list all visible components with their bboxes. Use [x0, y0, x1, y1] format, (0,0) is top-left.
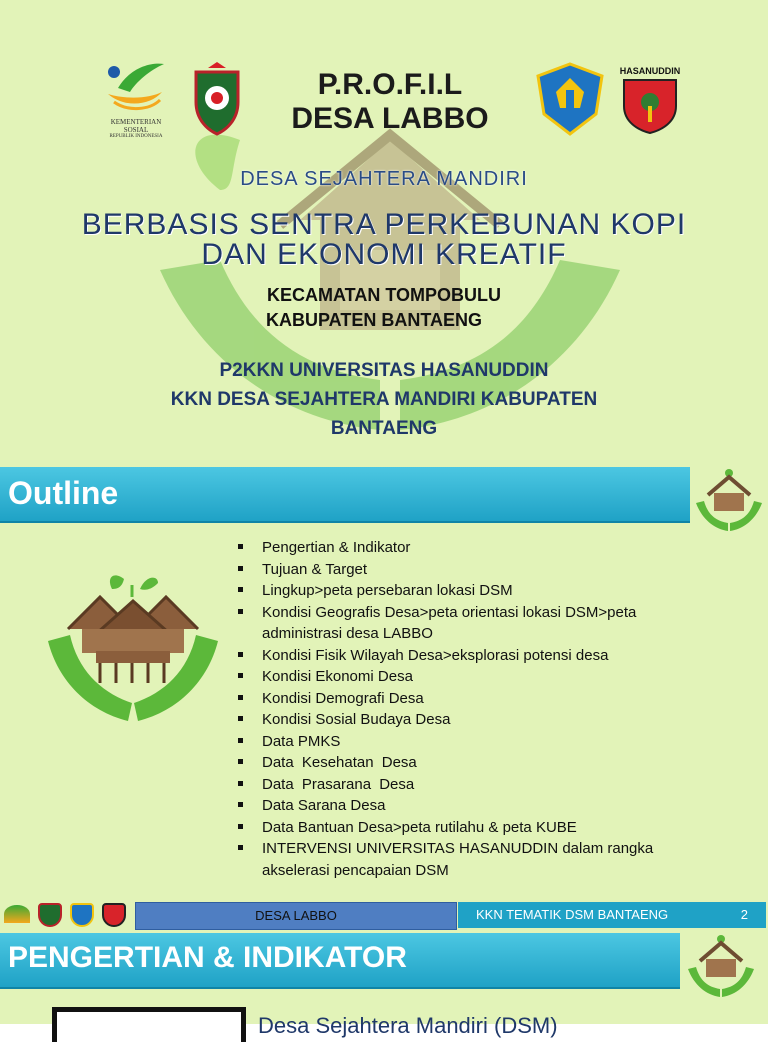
unhas-icon: [38, 903, 62, 927]
hasanuddin-logo: HASANUDDIN: [618, 66, 682, 136]
slide-title: [0, 0, 768, 466]
organizer: P2KKN UNIVERSITAS HASANUDDIN KKN DESA SEJAHTERA MANDIRI KABUPATEN BANTAENG: [170, 360, 598, 439]
bantaeng-logo: [536, 62, 604, 136]
footer-logos: [2, 901, 130, 929]
partial-heading: Desa Sejahtera Mandiri (DSM): [258, 1013, 558, 1038]
desa-logo-small: [686, 933, 756, 999]
list-item: Kondisi Demografi Desa: [238, 688, 758, 710]
profile-title: P.R.O.F.I.L DESA LABBO: [291, 68, 489, 135]
list-item: Kondisi Sosial Budaya Desa: [238, 709, 758, 731]
slide-title-bar: [0, 467, 690, 523]
list-item: Kondisi Geografis Desa>peta orientasi lokasi DSM>peta administrasi desa LABBO: [238, 602, 642, 645]
tagline: DESA SEJAHTERA MANDIRI: [240, 168, 528, 190]
desa-logo-small: [694, 467, 764, 533]
slide-footer: [0, 899, 768, 931]
kemensos-icon: [4, 905, 30, 923]
list-item: Pengertian & Indikator: [238, 537, 758, 559]
kemensos-logo: KEMENTERIAN SOSIAL REPUBLIK INDONESIA: [100, 58, 172, 138]
list-item: Data Sarana Desa: [238, 795, 758, 817]
list-item: Kondisi Fisik Wilayah Desa>eksplorasi potensi desa: [238, 645, 758, 667]
outline-list: [238, 537, 758, 881]
list-item: Data Prasarana Desa: [238, 774, 758, 796]
list-item: Lingkup>peta persebaran lokasi DSM: [238, 580, 758, 602]
location: KECAMATAN TOMPOBULU KABUPATEN BANTAENG: [266, 285, 501, 330]
desa-logo-large: [48, 571, 218, 723]
bantaeng-icon: [70, 903, 94, 927]
slide-outline: [0, 465, 768, 931]
footer-right-label: KKN TEMATIK DSM BANTAENG 2: [458, 902, 766, 928]
hasanuddin-icon: [102, 903, 126, 927]
slide-title-bar: [0, 933, 680, 989]
list-item: INTERVENSI UNIVERSITAS HASANUDDIN dalam rangka akselerasi pencapaian DSM: [238, 838, 702, 881]
list-item: Data PMKS: [238, 731, 758, 753]
list-item: Tujuan & Target: [238, 559, 758, 581]
footer-left-label: DESA LABBO: [135, 902, 457, 930]
slide-pengertian: [0, 931, 768, 1038]
page-number: 2: [740, 907, 748, 922]
list-item: Kondisi Ekonomi Desa: [238, 666, 758, 688]
slide-title: Outline: [8, 475, 119, 511]
subtitle: BERBASIS SENTRA PERKEBUNAN KOPI DAN EKONOMI KREATIF: [81, 208, 687, 271]
slide-title: PENGERTIAN & INDIKATOR: [8, 941, 407, 974]
list-item: Data Bantuan Desa>peta rutilahu & peta KUBE: [238, 817, 758, 839]
image-frame: [52, 1007, 246, 1042]
list-item: Data Kesehatan Desa: [238, 752, 758, 774]
